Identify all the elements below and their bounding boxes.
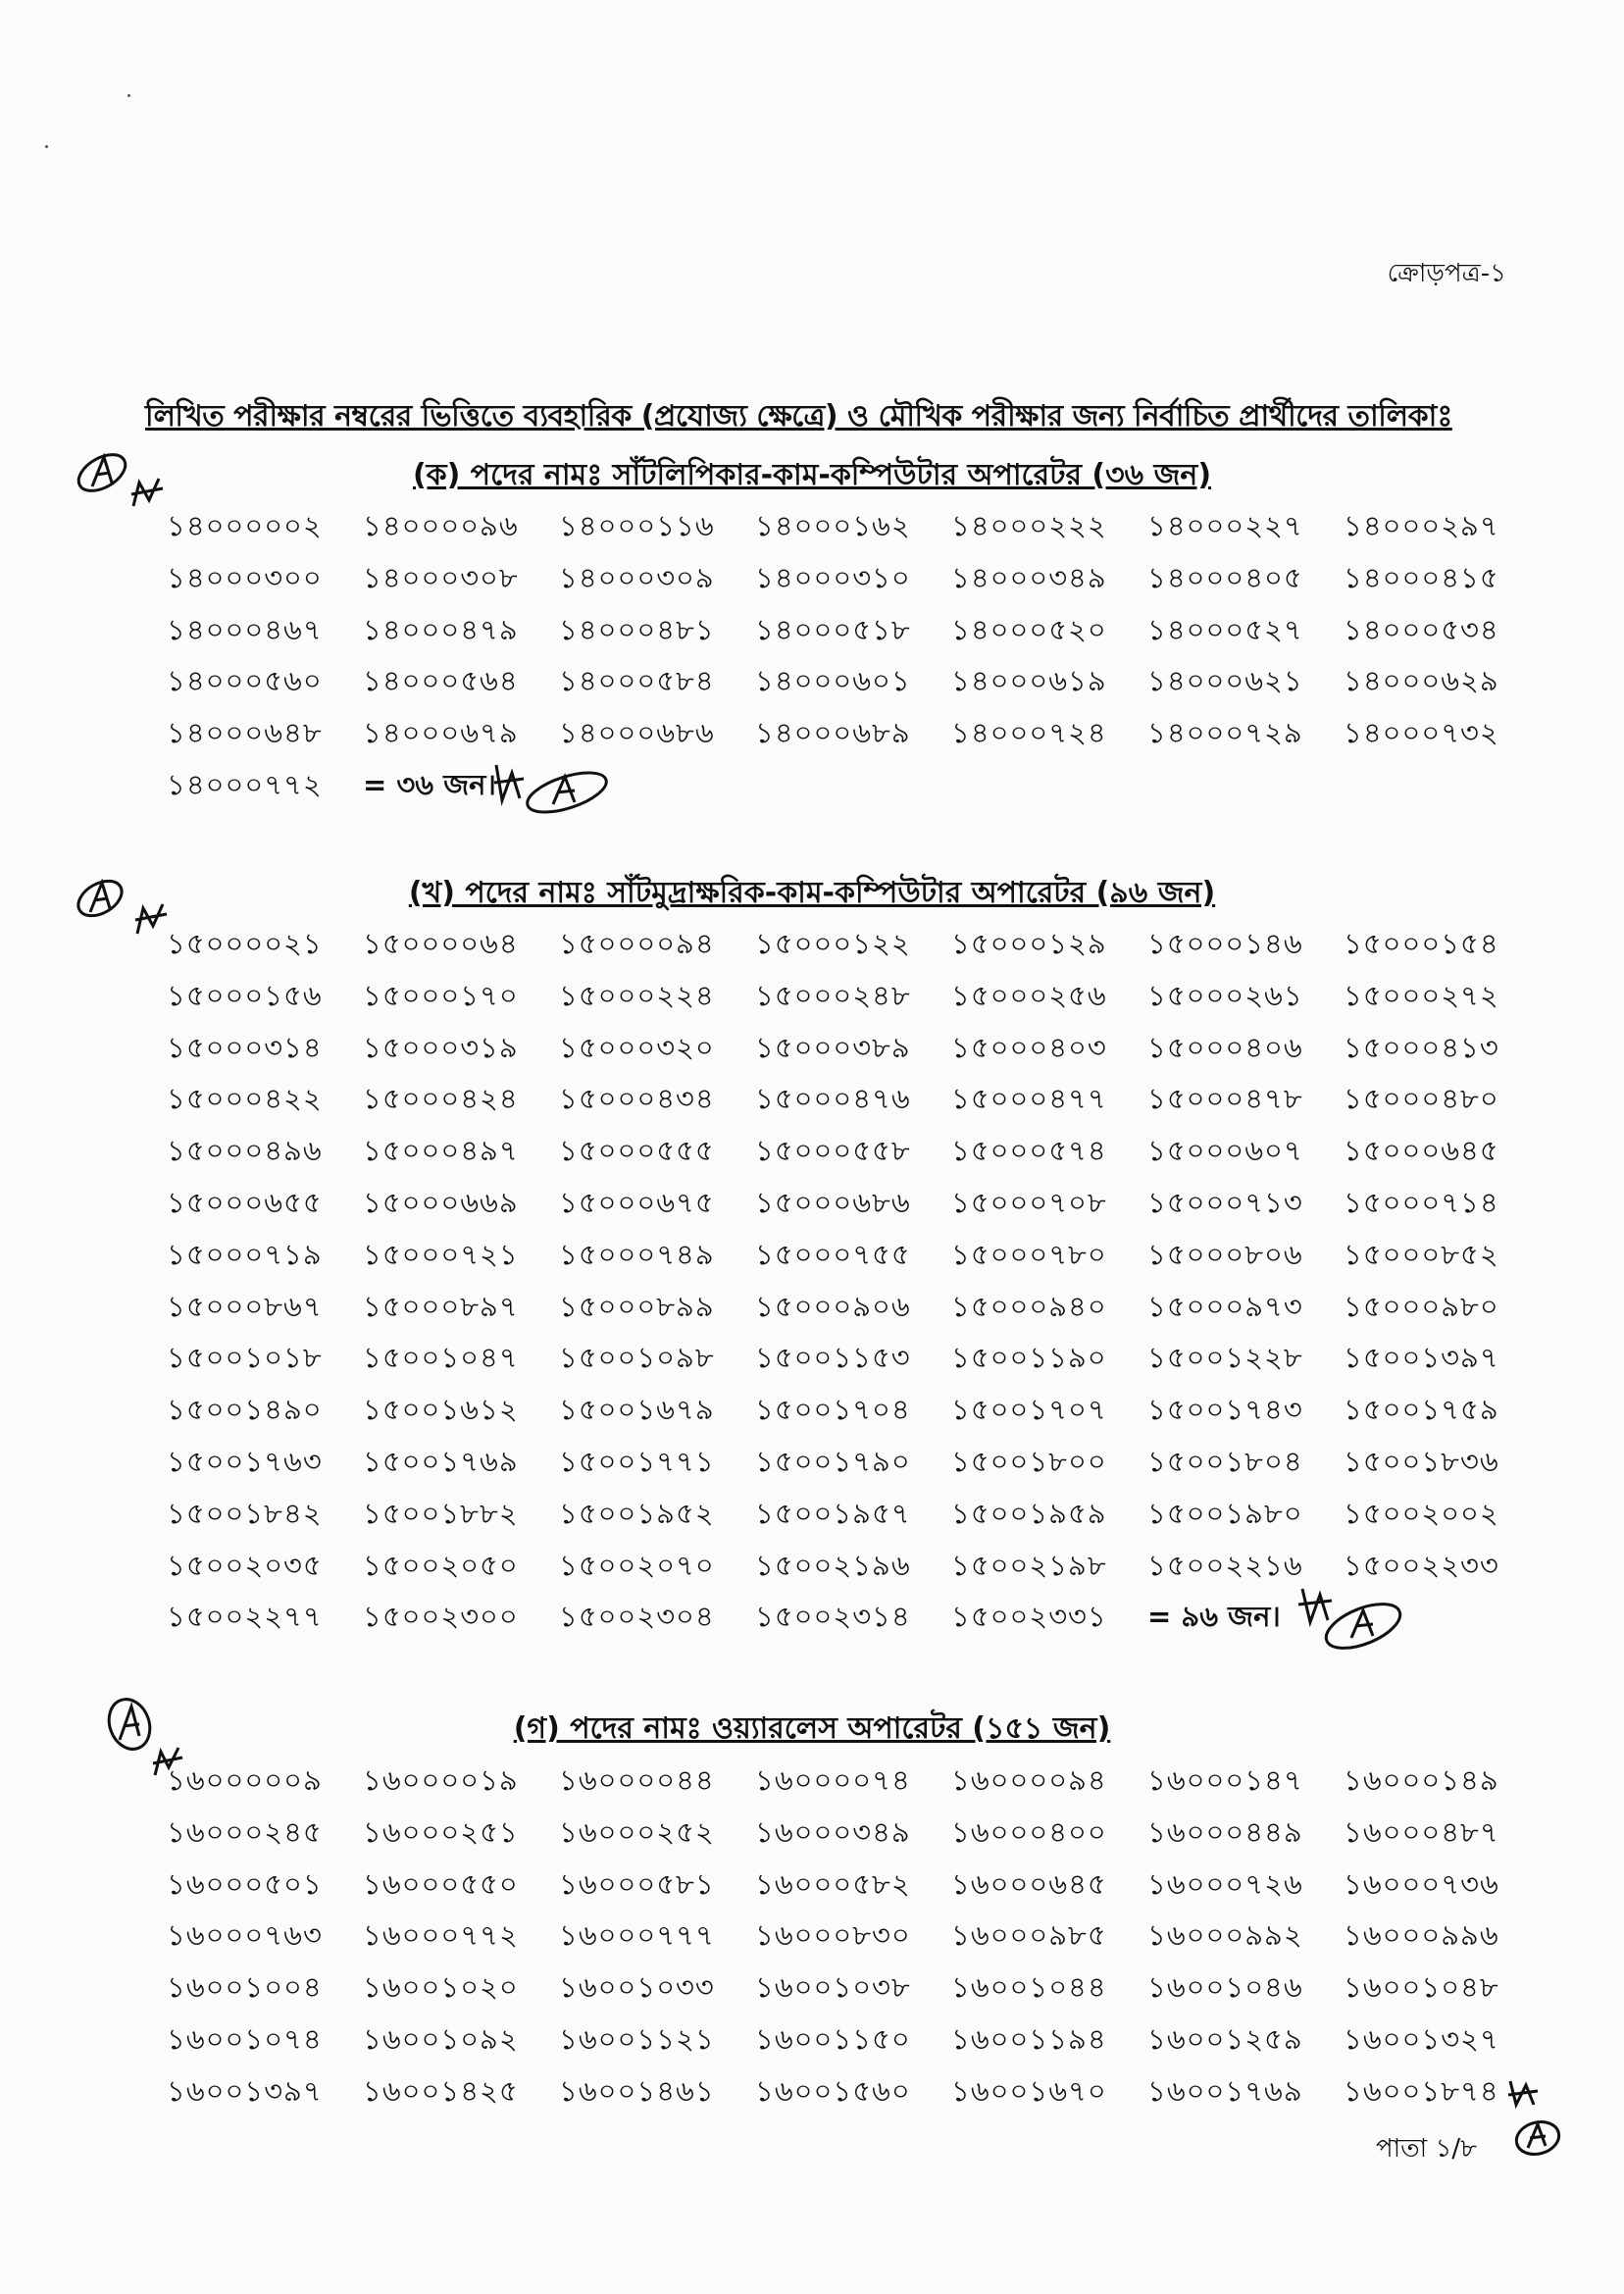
roll-number: ১৫০০০২৪৮ <box>755 978 911 1012</box>
roll-number: ১৪০০০৩১০ <box>755 560 911 594</box>
roll-number: ১৫০০১৮০৪ <box>1147 1444 1303 1478</box>
roll-number: ১৪০০০৩০৮ <box>363 560 519 594</box>
roll-number: ১৬০০১৬৭০ <box>951 2073 1107 2108</box>
roll-number: ১৫০০০৪৭৮ <box>1147 1082 1303 1116</box>
roll-number: ১৪০০০২২৭ <box>1147 509 1303 542</box>
roll-number: ১৪০০০৫৮৪ <box>559 664 715 698</box>
roll-number: ১৫০০০৭১৩ <box>1147 1185 1303 1219</box>
roll-number: ১৪০০০৬০১ <box>755 664 911 698</box>
roll-number: ১৫০০০৬৮৬ <box>755 1185 911 1219</box>
roll-number: ১৫০০১৮০০ <box>951 1444 1107 1478</box>
roll-number: ১৪০০০৩০০ <box>167 560 323 594</box>
roll-row <box>167 2017 1500 2069</box>
roll-number: ১৫০০১৯৮০ <box>1147 1496 1303 1530</box>
roll-number: ১৫০০১৯৫৭ <box>755 1496 911 1530</box>
roll-number: ১৫০০০৪৭৬ <box>755 1082 911 1116</box>
roll-number: ১৫০০২০৩৫ <box>167 1548 323 1582</box>
roll-number: ১৬০০০০০৯ <box>167 1763 323 1797</box>
roll-number: ১৬০০০৫৮১ <box>559 1866 715 1901</box>
roll-number: ১৫০০০৮৯৭ <box>363 1289 519 1323</box>
roll-number: ১৫০০২২৩৩ <box>1344 1548 1499 1582</box>
roll-number: ১৫০০০৮৯৯ <box>559 1289 715 1323</box>
roll-number: ১৫০০০৬৫৫ <box>167 1185 323 1219</box>
handwritten-initials-signature <box>67 869 194 957</box>
roll-number: ১৬০০১৪৬১ <box>559 2073 715 2108</box>
roll-number: ১৫০০০৯০৬ <box>755 1289 911 1323</box>
section-total: = ৩৬ জন। <box>363 767 496 801</box>
roll-row <box>167 922 1500 974</box>
roll-number: ১৫০০০৭৮০ <box>951 1237 1107 1271</box>
roll-number: ১৬০০১১২১ <box>559 2021 715 2056</box>
roll-number: ১৬০০১৩২৭ <box>1344 2021 1499 2056</box>
roll-number: ১৬০০০৯৯২ <box>1147 1918 1303 1953</box>
roll-number: ১৫০০০৭০৮ <box>951 1185 1107 1219</box>
roll-number: ১৫০০২২৭৭ <box>167 1600 323 1634</box>
roll-row <box>167 1440 1500 1492</box>
roll-number: ১৬০০১০৯২ <box>363 2021 519 2056</box>
roll-number: ১৬০০১০২০ <box>363 1970 519 2005</box>
roll-number: ১৫০০১৮৪২ <box>167 1496 323 1530</box>
annexure-label: ক্রোড়পত্র-১ <box>1387 259 1506 288</box>
roll-number: ১৬০০১০৪৮ <box>1344 1970 1499 2005</box>
roll-number: ১৪০০০০০২ <box>167 509 323 542</box>
roll-number: ১৫০০০১৭০ <box>363 978 519 1012</box>
roll-number: ১৫০০১৬৭৯ <box>559 1393 715 1427</box>
roll-number: ১৬০০০৮৩০ <box>755 1918 911 1953</box>
roll-number: ১৫০০১৭০৪ <box>755 1393 911 1427</box>
roll-number: ১৫০০০৪৩৪ <box>559 1082 715 1116</box>
roll-number: ১৫০০১৭৬৯ <box>363 1444 519 1478</box>
roll-number: ১৪০০০৪৬৭ <box>167 612 323 646</box>
roll-number: ১৫০০০১৫৪ <box>1344 927 1499 960</box>
roll-number: ১৫০০০৮৬৭ <box>167 1289 323 1323</box>
roll-number: ১৫০০২৩০০ <box>363 1600 519 1634</box>
roll-row <box>167 1181 1500 1233</box>
roll-number: ১৬০০১৩৯৭ <box>167 2073 323 2108</box>
roll-number: ১৬০০১২৫৯ <box>1147 2021 1303 2056</box>
roll-number: ১৪০০০৭৭২ <box>167 767 323 801</box>
roll-number: ১৬০০০৪৪৯ <box>1147 1814 1303 1849</box>
roll-number: ১৪০০০৫২৭ <box>1147 612 1303 646</box>
roll-row <box>167 1077 1500 1129</box>
scan-speck <box>127 94 130 97</box>
roll-row <box>167 1285 1500 1337</box>
section-heading-kha: (খ) পদের নামঃ সাঁটমুদ্রাক্ষরিক-কাম-কম্পিউটার অপারেটর (৯৬ জন) <box>408 876 1216 910</box>
roll-number: ১৫০০২১৯৬ <box>755 1548 911 1582</box>
roll-number: ১৫০০১৭৫৯ <box>1344 1393 1499 1427</box>
section-heading-ka: (ক) পদের নামঃ সাঁটলিপিকার-কাম-কম্পিউটার অপারেটর (৩৬ জন) <box>412 458 1212 492</box>
roll-number: ১৬০০০০৭৪ <box>755 1763 911 1797</box>
roll-number: ১৬০০১৭৬৯ <box>1147 2073 1303 2108</box>
roll-list-ka <box>167 504 1500 815</box>
roll-number: ১৫০০১০৯৮ <box>559 1341 715 1375</box>
main-heading: লিখিত পরীক্ষার নম্বরের ভিত্তিতে ব্যবহারিক (প্রযোজ্য ক্ষেত্রে) ও মৌখিক পরীক্ষার জন্য নির্বাচিত প্রার্থীদের তালিকাঃ <box>145 399 1452 433</box>
handwritten-initials-signature <box>98 1691 206 1789</box>
roll-number: ১৬০০১৫৬০ <box>755 2073 911 2108</box>
roll-number: ১৪০০০৬৭৯ <box>363 716 519 750</box>
roll-row <box>167 1810 1500 1862</box>
roll-number: ১৫০০০০২১ <box>167 927 323 960</box>
roll-number: ১৫০০০৮০৬ <box>1147 1237 1303 1271</box>
roll-number: ১৬০০০৪৮৭ <box>1344 1814 1499 1849</box>
roll-number: ১৫০০১৯৫২ <box>559 1496 715 1530</box>
page-number: পাতা ১/৮ <box>1375 2134 1477 2164</box>
roll-number: ১৪০০০৭৩২ <box>1344 716 1499 750</box>
roll-number: ১৫০০২১৯৮ <box>951 1548 1107 1582</box>
roll-number: ১৫০০০৭৪৯ <box>559 1237 715 1271</box>
roll-number: ১৫০০০০৬৪ <box>363 927 519 960</box>
roll-number: ১৪০০০৬১৯ <box>951 664 1107 698</box>
roll-number: ১৪০০০৭২৯ <box>1147 716 1303 750</box>
roll-number: ১৫০০২২১৬ <box>1147 1548 1303 1582</box>
roll-number: ১৫০০০২২৪ <box>559 978 715 1012</box>
roll-list-ga <box>167 1759 1500 2121</box>
roll-number: ১৬০০০১৪৯ <box>1344 1763 1499 1797</box>
roll-number: ১৫০০২৩৩১ <box>951 1600 1107 1634</box>
roll-number: ১৪০০০১৬২ <box>755 509 911 542</box>
roll-row <box>167 1759 1500 1810</box>
roll-number: ১৫০০০৬০৭ <box>1147 1134 1303 1168</box>
roll-number: ১৫০০০৬৬৯ <box>363 1185 519 1219</box>
roll-number: ১৬০০০৭৭৭ <box>559 1918 715 1953</box>
section-heading-ga: (গ) পদের নামঃ ওয়্যারলেস অপারেটর (১৫১ জন) <box>513 1711 1111 1746</box>
roll-number: ১৫০০০২৬১ <box>1147 978 1303 1012</box>
roll-number: ১৬০০১৮৭৪ <box>1344 2073 1499 2108</box>
roll-number: ১৫০০০৩১৯ <box>363 1030 519 1064</box>
handwritten-initials-signature <box>1500 2067 1579 2166</box>
roll-number: ১৪০০০৪০৫ <box>1147 560 1303 594</box>
roll-number: ১৪০০০৬২৯ <box>1344 664 1499 698</box>
roll-number: ১৬০০০৭৭২ <box>363 1918 519 1953</box>
roll-number: ১৫০০০৯৪০ <box>951 1289 1107 1323</box>
roll-number: ১৬০০০৪০০ <box>951 1814 1107 1849</box>
roll-number: ১৫০০০৮৫২ <box>1344 1237 1499 1271</box>
roll-number: ১৬০০০৭৬৩ <box>167 1918 323 1953</box>
roll-number: ১৬০০০৫৮২ <box>755 1866 911 1901</box>
roll-number: ১৫০০০৩৮৯ <box>755 1030 911 1064</box>
roll-number: ১৬০০০৬৪৫ <box>951 1866 1107 1901</box>
roll-number: ১৫০০১১৯০ <box>951 1341 1107 1375</box>
roll-number: ১৫০০০১২৯ <box>951 927 1107 960</box>
roll-number: ১৬০০১০৩৩ <box>559 1970 715 2005</box>
roll-number: ১৫০০০০৯৪ <box>559 927 715 960</box>
roll-number: ১৬০০০৯৮৫ <box>951 1918 1107 1953</box>
roll-number: ১৪০০০৭২৪ <box>951 716 1107 750</box>
roll-number: ১৫০০০৪৭৭ <box>951 1082 1107 1116</box>
roll-number: ১৫০০১৭৬৩ <box>167 1444 323 1478</box>
roll-row <box>167 1233 1500 1285</box>
roll-number: ১৪০০০৬৮৯ <box>755 716 911 750</box>
roll-number: ১৫০০০২৫৬ <box>951 978 1107 1012</box>
roll-number: ১৫০০১৭৭১ <box>559 1444 715 1478</box>
roll-row <box>167 1336 1500 1388</box>
roll-number: ১৬০০০০১৯ <box>363 1763 519 1797</box>
roll-number: ১৬০০১০৩৮ <box>755 1970 911 2005</box>
roll-number: ১৫০০০৯৮০ <box>1344 1289 1499 1323</box>
handwritten-initials-signature <box>69 443 196 532</box>
roll-number: ১৫০০০৪০৩ <box>951 1030 1107 1064</box>
roll-row <box>167 2069 1500 2121</box>
roll-number: ১৪০০০১১৬ <box>559 509 715 542</box>
roll-number: ১৫০০০৬৪৫ <box>1344 1134 1499 1168</box>
roll-number: ১৪০০০৫২০ <box>951 612 1107 646</box>
roll-number: ১৪০০০২৯৭ <box>1344 509 1499 542</box>
roll-number: ১৫০০২০৫০ <box>363 1548 519 1582</box>
roll-number: ১৫০০০৪২২ <box>167 1082 323 1116</box>
roll-row <box>167 1026 1500 1078</box>
roll-number: ১৫০০০৪৯৭ <box>363 1134 519 1168</box>
roll-number: ১৬০০০১৪৭ <box>1147 1763 1303 1797</box>
roll-number: ১৫০০১১৫৩ <box>755 1341 911 1375</box>
handwritten-initials-signature <box>490 753 628 822</box>
roll-row <box>167 763 1500 815</box>
roll-number: ১৫০০২০০২ <box>1344 1496 1499 1530</box>
roll-row <box>167 1913 1500 1965</box>
roll-number: ১৬০০০৫৫০ <box>363 1866 519 1901</box>
roll-number: ১৪০০০৫৬৪ <box>363 664 519 698</box>
roll-number: ১৪০০০৫৩৪ <box>1344 612 1499 646</box>
roll-number: ১৫০০১০৪৭ <box>363 1341 519 1375</box>
roll-number: ১৫০০১২২৮ <box>1147 1341 1303 1375</box>
roll-number: ১৫০০০৪৮০ <box>1344 1082 1499 1116</box>
roll-number: ১৬০০০০৯৪ <box>951 1763 1107 1797</box>
roll-number: ১৪০০০২২২ <box>951 509 1107 542</box>
roll-number: ১৫০০০৭১৪ <box>1344 1185 1499 1219</box>
roll-number: ১৫০০১৭৯০ <box>755 1444 911 1478</box>
roll-number: ১৫০০০৭২১ <box>363 1237 519 1271</box>
roll-number: ১৫০০০৭১৯ <box>167 1237 323 1271</box>
roll-row <box>167 1129 1500 1181</box>
roll-number: ১৫০০০১৪৬ <box>1147 927 1303 960</box>
roll-row <box>167 1862 1500 1914</box>
roll-row <box>167 556 1500 608</box>
roll-number: ১৫০০০১২২ <box>755 927 911 960</box>
section-total: = ৯৬ জন। <box>1147 1600 1281 1634</box>
roll-number: ১৫০০০৪০৬ <box>1147 1030 1303 1064</box>
roll-number: ১৬০০০৭৩৬ <box>1344 1866 1499 1901</box>
roll-number: ১৫০০০৩১৪ <box>167 1030 323 1064</box>
roll-number: ১৬০০০৯৯৬ <box>1344 1918 1499 1953</box>
roll-row <box>167 504 1500 556</box>
roll-number: ১৫০০১৪৯০ <box>167 1393 323 1427</box>
roll-number: ১৬০০১০০৪ <box>167 1970 323 2005</box>
roll-number: ১৪০০০৪৭৯ <box>363 612 519 646</box>
roll-number: ১৪০০০৬৮৬ <box>559 716 715 750</box>
roll-number: ১৪০০০৫৬০ <box>167 664 323 698</box>
roll-number: ১৬০০১৪২৫ <box>363 2073 519 2108</box>
roll-number: ১৬০০১০৭৪ <box>167 2021 323 2056</box>
roll-number: ১৫০০১৯৫৯ <box>951 1496 1107 1530</box>
roll-number: ১৫০০১৭০৭ <box>951 1393 1107 1427</box>
roll-number: ১৬০০১০৪৬ <box>1147 1970 1303 2005</box>
roll-number: ১৬০০০২৫২ <box>559 1814 715 1849</box>
roll-number: ১৪০০০৩০৯ <box>559 560 715 594</box>
roll-number: ১৬০০০০৪৪ <box>559 1763 715 1797</box>
roll-row <box>167 1965 1500 2017</box>
roll-number: ১৬০০০৭২৬ <box>1147 1866 1303 1901</box>
roll-number: ১৬০০০২৪৫ <box>167 1814 323 1849</box>
roll-number: ১৫০০১০১৮ <box>167 1341 323 1375</box>
roll-number: ১৬০০০৩৪৯ <box>755 1814 911 1849</box>
roll-number: ১৫০০২৩০৪ <box>559 1600 715 1634</box>
roll-number: ১৫০০০৫৫৫ <box>559 1134 715 1168</box>
roll-number: ১৫০০০৪২৪ <box>363 1082 519 1116</box>
roll-number: ১৫০০০৪১৩ <box>1344 1030 1499 1064</box>
roll-number: ১৫০০০২৭২ <box>1344 978 1499 1012</box>
roll-number: ১৫০০১৭৪৩ <box>1147 1393 1303 1427</box>
roll-number: ১৫০০০৯৭৩ <box>1147 1289 1303 1323</box>
roll-number: ১৫০০১৬১২ <box>363 1393 519 1427</box>
roll-number: ১৬০০১১৯৪ <box>951 2021 1107 2056</box>
roll-number: ১৫০০২৩১৪ <box>755 1600 911 1634</box>
roll-number: ১৪০০০৫১৮ <box>755 612 911 646</box>
handwritten-initials-signature <box>1294 1581 1412 1659</box>
roll-number: ১৫০০২০৭০ <box>559 1548 715 1582</box>
roll-number: ১৬০০১০৪৪ <box>951 1970 1107 2005</box>
roll-number: ১৪০০০৬২১ <box>1147 664 1303 698</box>
roll-row <box>167 608 1500 660</box>
roll-row <box>167 1492 1500 1544</box>
roll-number: ১৫০০০৬৭৫ <box>559 1185 715 1219</box>
roll-number: ১৫০০১৩৯৭ <box>1344 1341 1499 1375</box>
roll-row <box>167 711 1500 763</box>
roll-number: ১৪০০০৩৪৯ <box>951 560 1107 594</box>
roll-row <box>167 1388 1500 1440</box>
roll-number: ১৬০০০৫০১ <box>167 1866 323 1901</box>
roll-row <box>167 974 1500 1026</box>
roll-number: ১৫০০০৫৫৮ <box>755 1134 911 1168</box>
roll-number: ১৪০০০৪১৫ <box>1344 560 1499 594</box>
roll-number: ১৬০০০২৫১ <box>363 1814 519 1849</box>
roll-number: ১৫০০০৩২০ <box>559 1030 715 1064</box>
roll-number: ১৫০০০৪৯৬ <box>167 1134 323 1168</box>
roll-row <box>167 659 1500 711</box>
roll-number: ১৫০০০১৫৬ <box>167 978 323 1012</box>
roll-number: ১৪০০০৬৪৮ <box>167 716 323 750</box>
roll-number: ১৫০০০৫৭৪ <box>951 1134 1107 1168</box>
roll-number: ১৪০০০৪৮১ <box>559 612 715 646</box>
roll-number: ১৫০০১৮৮২ <box>363 1496 519 1530</box>
roll-number: ১৫০০০৭৫৫ <box>755 1237 911 1271</box>
roll-number: ১৬০০১১৫০ <box>755 2021 911 2056</box>
roll-number: ১৫০০১৮৩৬ <box>1344 1444 1499 1478</box>
roll-number: ১৪০০০০৯৬ <box>363 509 519 542</box>
roll-list-kha <box>167 922 1500 1647</box>
scan-speck <box>45 145 48 148</box>
